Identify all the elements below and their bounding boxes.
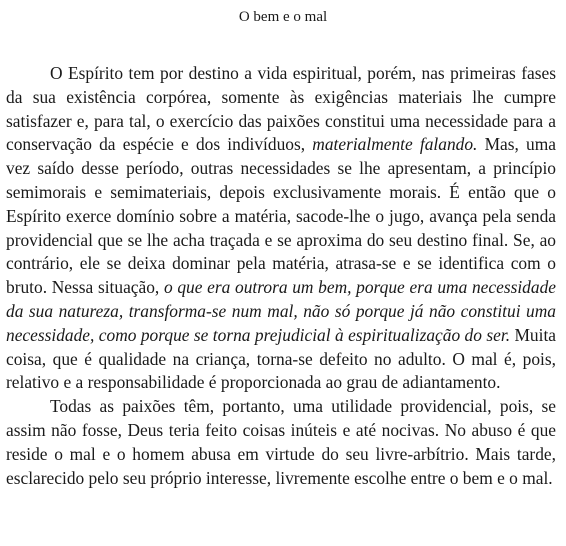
text-run: Mas, uma vez saído desse período, outras necessidades se lhe apresentam, a princípio semimorais e semimateriais, depois exclusivamente morais. É então que o Espírito exerce domínio sobre a matéria, sacode-lhe o jugo, avança pela senda providencial que se lhe acha traçada e se aproxima do seu destino final. Se, ao contrário, ele se deixa dominar pela matéria, atrasa-se e se identifica com o bruto. Nessa situação, — [6, 134, 556, 298]
paragraph — [6, 395, 556, 490]
text-run: O Espírito tem por destino a vida espiritual, porém, nas primeiras fases da sua existência corpórea, somente às exigências materiais lhe cumpre satisfazer e, para tal, o exercício das paixões constitui uma necessidade para a conservação da espécie e dos indivíduos, — [6, 63, 556, 155]
running-header: O bem e o mal — [238, 9, 328, 25]
text-run: Todas as paixões têm, portanto, uma utilidade providencial, pois, se assim não fosse, Deus teria feito coisas inúteis e até nocivas. No abuso é que reside o mal e o homem abusa em virtude do seu livre-arbítrio. Mais tarde, esclarecido pelo seu próprio interesse, livremente escolhe entre o bem e o mal. — [6, 396, 556, 488]
text-run: Muita coisa, que é qualidade na criança, torna-se defeito no adulto. O mal é, pois, relativo e a responsabilidade é proporcionada ao grau de adiantamento. — [6, 324, 556, 393]
italic-text-run: materialmente falando. — [312, 134, 478, 155]
italic-text-run: o que era outrora um bem, porque era uma necessidade da sua natureza, transforma-se num mal, não só porque já não constitui uma necessidade, como porque se torna prejudicial à espiritualização do ser. — [6, 277, 556, 345]
body-text — [6, 62, 556, 490]
paragraph — [6, 62, 556, 395]
